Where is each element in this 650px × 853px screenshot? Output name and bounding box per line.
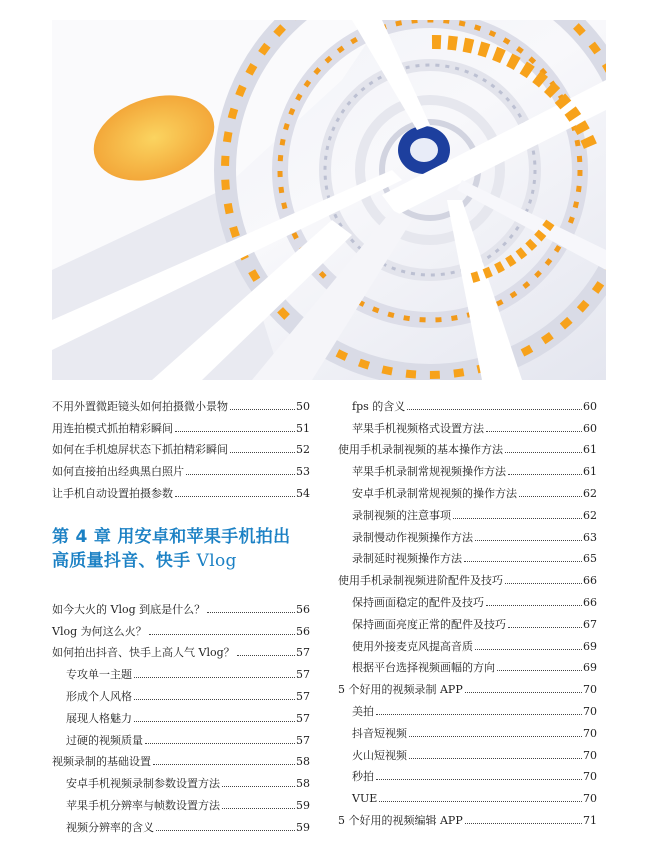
toc-entry-title: 录制慢动作视频操作方法 xyxy=(352,530,473,544)
toc-leader-dots xyxy=(230,409,295,410)
toc-entry-title: VUE xyxy=(352,792,378,806)
chapter-heading-line-1: 第 4 章 用安卓和苹果手机拍出 xyxy=(52,526,291,547)
toc-leader-dots xyxy=(505,452,582,453)
toc-leader-dots xyxy=(465,823,582,824)
spiral-staircase-photo xyxy=(52,20,606,380)
toc-entry-page: 61 xyxy=(583,465,597,479)
chapter-heading-line-2 xyxy=(52,549,310,573)
toc-entry[interactable] xyxy=(52,392,310,414)
toc-entry-page: 62 xyxy=(583,486,597,500)
toc-leader-dots xyxy=(407,409,582,410)
toc-entry-page: 66 xyxy=(583,595,597,609)
toc-leader-dots xyxy=(156,830,295,831)
toc-entry-page: 57 xyxy=(296,711,310,725)
toc-entry-title: 如何在手机熄屏状态下抓拍精彩瞬间 xyxy=(52,443,228,457)
toc-leader-dots xyxy=(508,627,582,628)
toc-entry[interactable] xyxy=(52,617,310,639)
toc-entry-title: fps 的含义 xyxy=(352,399,406,413)
toc-entry[interactable] xyxy=(338,457,597,479)
toc-entry-page: 50 xyxy=(296,399,310,413)
toc-entry-title: 苹果手机视频格式设置方法 xyxy=(352,421,484,435)
toc-leader-dots xyxy=(134,721,295,722)
toc-leader-dots xyxy=(497,670,582,671)
toc-entry[interactable] xyxy=(338,654,597,676)
toc-entry-title: 火山短视频 xyxy=(352,748,407,762)
toc-entry-page: 54 xyxy=(296,486,310,500)
toc-entry-page: 52 xyxy=(296,443,310,457)
toc-right-list xyxy=(338,392,597,828)
toc-entry-page: 60 xyxy=(583,399,597,413)
toc-entry-title: 秒拍 xyxy=(352,770,374,784)
toc-entry[interactable] xyxy=(338,763,597,785)
toc-leader-dots xyxy=(153,764,295,765)
toc-entry-page: 56 xyxy=(296,624,310,638)
chapter-heading-line-2a: 高质量抖音、快手 xyxy=(52,550,197,571)
toc-leader-dots xyxy=(207,612,295,613)
toc-entry-title: 使用手机录制视频进阶配件及技巧 xyxy=(338,574,503,588)
toc-left-top-list xyxy=(52,392,310,501)
toc-entry-page: 57 xyxy=(296,733,310,747)
toc-leader-dots xyxy=(486,431,582,432)
toc-entry-page: 53 xyxy=(296,465,310,479)
toc-entry-page: 65 xyxy=(583,552,597,566)
toc-entry-title: 苹果手机分辨率与帧数设置方法 xyxy=(66,798,220,812)
toc-entry-title: Vlog 为何这么火？ xyxy=(52,624,147,638)
toc-entry-page: 63 xyxy=(583,530,597,544)
toc-leader-dots xyxy=(134,699,295,700)
toc-entry[interactable] xyxy=(52,595,310,617)
toc-entry-page: 59 xyxy=(296,798,310,812)
toc-entry[interactable] xyxy=(338,545,597,567)
toc-entry-page: 70 xyxy=(583,683,597,697)
toc-entry-page: 57 xyxy=(296,668,310,682)
toc-entry-title: 根据平台选择视频画幅的方向 xyxy=(352,661,495,675)
toc-entry-page: 61 xyxy=(583,443,597,457)
toc-leader-dots xyxy=(145,743,295,744)
toc-entry[interactable] xyxy=(338,479,597,501)
toc-leader-dots xyxy=(486,605,582,606)
toc-entry[interactable] xyxy=(338,741,597,763)
toc-entry[interactable] xyxy=(52,479,310,501)
toc-leader-dots xyxy=(475,540,582,541)
toc-entry-title: 抖音短视频 xyxy=(352,726,407,740)
toc-entry[interactable] xyxy=(338,566,597,588)
toc-entry-page: 69 xyxy=(583,639,597,653)
toc-entry[interactable] xyxy=(52,704,310,726)
toc-entry-page: 70 xyxy=(583,770,597,784)
toc-entry-title: 安卓手机视频录制参数设置方法 xyxy=(66,777,220,791)
toc-entry[interactable] xyxy=(52,436,310,458)
toc-leader-dots xyxy=(237,655,295,656)
toc-entry-page: 60 xyxy=(583,421,597,435)
toc-entry-title: 展现人格魅力 xyxy=(66,711,132,725)
toc-entry-page: 56 xyxy=(296,602,310,616)
toc-entry-page: 59 xyxy=(296,820,310,834)
toc-leader-dots xyxy=(376,714,582,715)
toc-entry-page: 66 xyxy=(583,574,597,588)
toc-entry-page: 67 xyxy=(583,617,597,631)
toc-leader-dots xyxy=(186,474,295,475)
toc-entry-page: 70 xyxy=(583,704,597,718)
toc-entry-title: 如何拍出抖音、快手上高人气 Vlog？ xyxy=(52,646,235,660)
toc-entry[interactable] xyxy=(338,610,597,632)
toc-leader-dots xyxy=(453,518,582,519)
toc-entry[interactable] xyxy=(52,813,310,835)
toc-entry[interactable] xyxy=(338,632,597,654)
toc-leader-dots xyxy=(222,786,295,787)
toc-leader-dots xyxy=(149,634,295,635)
toc-leader-dots xyxy=(134,677,295,678)
toc-left-bottom-list xyxy=(52,595,310,835)
toc-entry[interactable] xyxy=(338,523,597,545)
toc-entry-page: 69 xyxy=(583,661,597,675)
toc-entry[interactable] xyxy=(338,806,597,828)
toc-entry-title: 过硬的视频质量 xyxy=(66,733,143,747)
toc-entry-title: 保持画面亮度正常的配件及技巧 xyxy=(352,617,506,631)
toc-entry[interactable] xyxy=(52,682,310,704)
toc-leader-dots xyxy=(464,561,582,562)
toc-entry-title: 形成个人风格 xyxy=(66,689,132,703)
chapter-heading-line-2b: Vlog xyxy=(196,550,237,571)
toc-entry-title: 苹果手机录制常规视频操作方法 xyxy=(352,465,506,479)
toc-entry[interactable] xyxy=(338,784,597,806)
toc-leader-dots xyxy=(175,496,295,497)
toc-entry[interactable] xyxy=(52,414,310,436)
toc-leader-dots xyxy=(475,649,582,650)
toc-entry-page: 58 xyxy=(296,777,310,791)
toc-entry[interactable] xyxy=(338,719,597,741)
toc-entry-title: 录制视频的注意事项 xyxy=(352,508,451,522)
toc-leader-dots xyxy=(505,583,582,584)
toc-entry-title: 用连拍模式抓拍精彩瞬间 xyxy=(52,421,173,435)
toc-entry[interactable] xyxy=(52,639,310,661)
toc-leader-dots xyxy=(508,474,582,475)
toc-entry[interactable] xyxy=(338,501,597,523)
toc-entry[interactable] xyxy=(52,660,310,682)
toc-entry[interactable] xyxy=(338,436,597,458)
toc-entry-title: 如今大火的 Vlog 到底是什么？ xyxy=(52,602,206,616)
toc-entry-page: 70 xyxy=(583,726,597,740)
toc-entry-title: 视频录制的基础设置 xyxy=(52,755,151,769)
toc-leader-dots xyxy=(222,808,295,809)
toc-entry[interactable] xyxy=(52,726,310,748)
toc-leader-dots xyxy=(409,758,582,759)
toc-entry-title: 5 个好用的视频编辑 APP xyxy=(338,813,463,827)
toc-entry[interactable] xyxy=(52,791,310,813)
toc-leader-dots xyxy=(175,431,295,432)
toc-entry[interactable] xyxy=(338,588,597,610)
toc-entry-title: 使用外接麦克风提高音质 xyxy=(352,639,473,653)
toc-leader-dots xyxy=(465,692,582,693)
toc-entry-page: 57 xyxy=(296,689,310,703)
toc-entry-page: 51 xyxy=(296,421,310,435)
chapter-4-heading xyxy=(52,525,310,573)
toc-entry-title: 视频分辨率的含义 xyxy=(66,820,154,834)
toc-entry[interactable] xyxy=(52,457,310,479)
toc-leader-dots xyxy=(409,736,582,737)
toc-entry-page: 70 xyxy=(583,748,597,762)
toc-entry[interactable] xyxy=(52,748,310,770)
toc-entry-title: 安卓手机录制常规视频的操作方法 xyxy=(352,486,517,500)
toc-entry-title: 保持画面稳定的配件及技巧 xyxy=(352,595,484,609)
toc-entry-title: 录制延时视频操作方法 xyxy=(352,552,462,566)
toc-entry-page: 58 xyxy=(296,755,310,769)
toc-left-column xyxy=(52,392,310,835)
toc-leader-dots xyxy=(519,496,582,497)
toc-entry-title: 不用外置微距镜头如何拍摄微小景物 xyxy=(52,399,228,413)
toc-entry-title: 专攻单一主题 xyxy=(66,668,132,682)
toc-entry[interactable] xyxy=(338,675,597,697)
toc-entry-title: 5 个好用的视频录制 APP xyxy=(338,683,463,697)
toc-leader-dots xyxy=(230,452,295,453)
toc-entry[interactable] xyxy=(338,697,597,719)
toc-entry-title: 如何直接拍出经典黑白照片 xyxy=(52,465,184,479)
toc-entry[interactable] xyxy=(52,769,310,791)
toc-leader-dots xyxy=(379,801,582,802)
toc-entry-page: 57 xyxy=(296,646,310,660)
toc-entry-title: 使用手机录制视频的基本操作方法 xyxy=(338,443,503,457)
toc-entry-title: 让手机自动设置拍摄参数 xyxy=(52,486,173,500)
toc-entry-page: 62 xyxy=(583,508,597,522)
toc-entry-page: 70 xyxy=(583,792,597,806)
toc-leader-dots xyxy=(376,779,582,780)
toc-right-column xyxy=(338,392,597,828)
toc-entry-title: 美拍 xyxy=(352,704,374,718)
toc-entry[interactable] xyxy=(338,392,597,414)
toc-entry-page: 71 xyxy=(583,813,597,827)
toc-entry[interactable] xyxy=(338,414,597,436)
